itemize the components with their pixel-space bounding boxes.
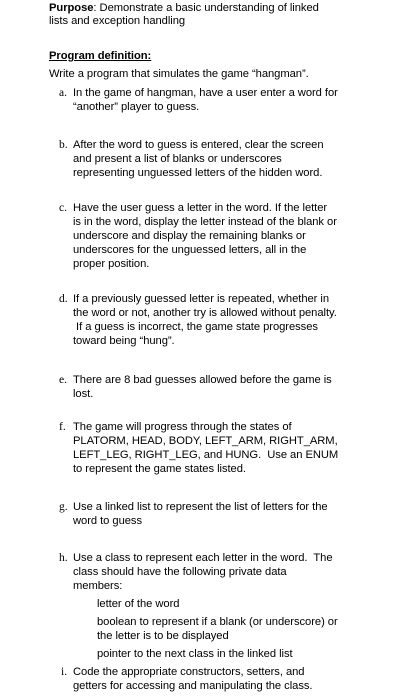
list-item-line: members: <box>73 580 123 592</box>
list-item-line: Use a class to represent each letter in the word. The <box>73 552 333 564</box>
list-marker: h. <box>59 552 68 564</box>
purpose-text: : Demonstrate a basic understanding of linked <box>93 2 319 14</box>
list-item-line: underscores for the unguessed letters, all in the <box>73 244 307 256</box>
list-item-line: The game will progress through the states of <box>73 421 292 433</box>
list-item-line: There are 8 bad guesses allowed before the game is <box>73 374 332 386</box>
member-line: pointer to the next class in the linked list <box>97 648 293 660</box>
list-item-line: and present a list of blanks or underscores <box>73 153 282 165</box>
list-item-line: getters for accessing and manipulating the class. <box>73 680 313 692</box>
list-item-line: class should have the following private data <box>73 566 287 578</box>
list-marker: b. <box>59 139 68 151</box>
list-item-line: is in the word, display the letter instead of the blank or <box>73 216 337 228</box>
list-item-line: underscore and display the remaining blanks or <box>73 230 306 242</box>
list-item-line: If a guess is incorrect, the game state progresses <box>73 321 318 333</box>
list-marker: e. <box>59 374 67 386</box>
list-item-line: the word or not, another try is allowed without penalty. <box>73 307 337 319</box>
list-marker: a. <box>59 87 67 99</box>
program-definition-heading: Program definition: <box>49 50 152 62</box>
member-line: the letter is to be displayed <box>97 630 229 642</box>
purpose-label: Purpose <box>49 2 94 14</box>
list-item-line: to represent the game states listed. <box>73 463 246 475</box>
list-item-line: lost. <box>73 388 94 400</box>
list-item-line: Code the appropriate constructors, setters, and <box>73 666 305 678</box>
list-marker: i. <box>61 666 68 678</box>
list-item-line: representing unguessed letters of the hidden word. <box>73 167 323 179</box>
list-item-line: “another” player to guess. <box>73 101 200 113</box>
member-line: boolean to represent if a blank (or underscore) or <box>97 616 338 628</box>
list-item-line: toward being “hung”. <box>73 335 175 347</box>
list-item-line: Have the user guess a letter in the word. If the letter <box>73 202 328 214</box>
list-item-line: In the game of hangman, have a user enter a word for <box>73 87 338 99</box>
member-line: letter of the word <box>97 598 180 610</box>
list-item-line: Use a linked list to represent the list of letters for the <box>73 501 328 513</box>
list-marker: f. <box>59 421 66 433</box>
purpose-line-2: lists and exception handling <box>49 15 186 27</box>
list-marker: g. <box>59 501 68 513</box>
list-marker: c. <box>59 202 67 214</box>
purpose-line-1 <box>49 1 319 15</box>
list-item-line: If a previously guessed letter is repeated, whether in <box>73 293 330 305</box>
list-item-line: proper position. <box>73 258 150 270</box>
list-marker: d. <box>59 293 68 305</box>
list-item-line: LEFT_LEG, RIGHT_LEG, and HUNG. Use an ENUM <box>73 449 339 461</box>
list-item-line: PLATORM, HEAD, BODY, LEFT_ARM, RIGHT_ARM, <box>73 435 338 447</box>
list-item-line: After the word to guess is entered, clear the screen <box>73 139 324 151</box>
list-item-line: word to guess <box>73 515 142 527</box>
program-definition-intro: Write a program that simulates the game “hangman”. <box>49 68 309 80</box>
